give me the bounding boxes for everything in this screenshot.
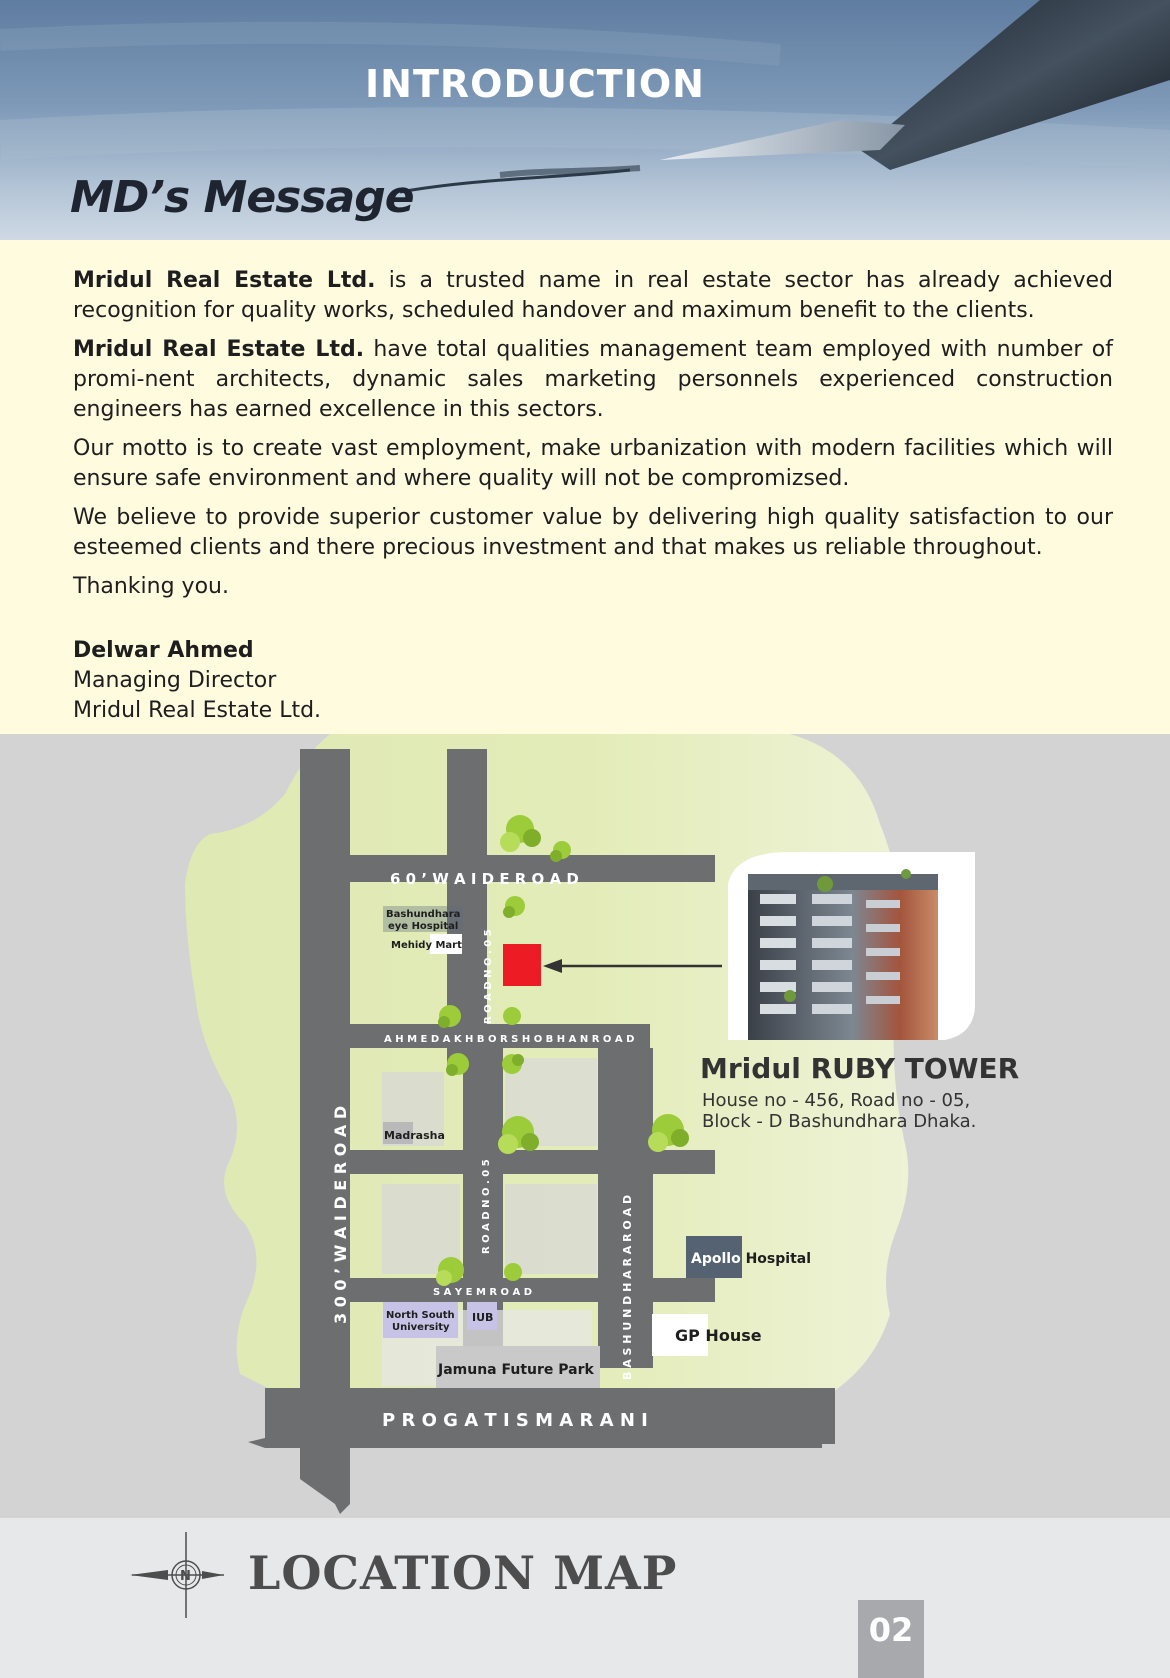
company-name: Mridul Real Estate Ltd.	[73, 337, 365, 362]
map-graphic	[0, 734, 1170, 1518]
tower-address	[702, 1090, 976, 1132]
compass-north-letter: N	[180, 1569, 191, 1584]
label-eye-hospital-2: eye Hospital	[388, 921, 459, 932]
label-apollo-hospital: Apollo Hospital	[691, 1251, 812, 1267]
label-300-waide-road: 3 0 0 ’ W A I D E R O A D	[331, 1105, 350, 1324]
tower-name: Mridul RUBY TOWER	[700, 1052, 1020, 1085]
message-body	[73, 266, 1113, 611]
signature-block	[73, 636, 321, 726]
label-nsu-2: University	[392, 1322, 450, 1333]
location-map-title: LOCATION MAP	[248, 1546, 678, 1600]
tower-location-marker	[503, 944, 541, 986]
label-eye-hospital-1: Bashundhara	[386, 909, 461, 920]
compass-icon	[128, 1530, 248, 1620]
location-map	[0, 734, 1170, 1518]
label-60-waide-road: 6 0 ’ W A I D E R O A D	[390, 870, 579, 888]
header-banner	[0, 0, 1170, 240]
paragraph-3: Our motto is to create vast employment, make urbanization with modern facilities which will ensure safe environment and where quality will not be compromizsed.	[73, 436, 1113, 491]
md-message-section	[0, 240, 1170, 734]
footer	[0, 1518, 1170, 1678]
page-number: 02	[858, 1600, 924, 1678]
label-bashundhara-road: B A S H U N D H A R A R O A D	[621, 1194, 634, 1380]
label-mehidy-mart: Mehidy Mart	[391, 940, 462, 951]
tower-photo	[728, 852, 975, 1040]
road-sayem	[350, 1278, 715, 1302]
label-iub: IUB	[472, 1311, 494, 1324]
paragraph-2-text: have total qualities management team employed with number of promi-nent architects, dynamic sales marketing personnels experienced construction engineers has earned excellence in this sectors.	[73, 337, 1113, 422]
label-road-no-05-top: R O A D N O . 0 5	[483, 929, 494, 1024]
label-nsu-1: North South	[386, 1310, 455, 1321]
paragraph-1	[73, 266, 1113, 326]
paragraph-2	[73, 335, 1113, 425]
road-cross-1	[350, 1150, 715, 1174]
paragraph-4: We believe to provide superior customer value by delivering high quality satisfaction to our esteemed clients and there precious investment and that makes us reliable throughout.	[73, 505, 1113, 560]
company-name: Mridul Real Estate Ltd.	[73, 268, 376, 293]
label-sayem-road: S A Y E M R O A D	[433, 1287, 533, 1298]
paragraph-1-text: is a trusted name in real estate sector has already achieved recognition for quality works, scheduled handover and maximum benefit to the clients.	[73, 268, 1113, 323]
md-message-title: MD’s Message	[70, 172, 414, 223]
label-progati-sarani: P R O G A T I S M A R A N I	[382, 1410, 648, 1431]
signatory-company: Mridul Real Estate Ltd.	[73, 698, 322, 723]
label-jamuna-future-park: Jamuna Future Park	[438, 1362, 594, 1378]
label-road-no-05-lower: R O A D N O . 0 5	[481, 1159, 492, 1254]
tower-address-line-1: House no - 456, Road no - 05,	[702, 1090, 971, 1111]
paragraph-5: Thanking you.	[73, 574, 229, 599]
signatory-name: Delwar Ahmed	[73, 638, 254, 663]
label-gp-house: GP House	[675, 1326, 762, 1345]
tower-address-line-2: Block - D Bashundhara Dhaka.	[702, 1111, 977, 1132]
introduction-title: INTRODUCTION	[365, 62, 705, 106]
label-ahmed-akhbor-road: A H M E D A K H B O R S H O B H A N R O A D	[384, 1034, 635, 1045]
label-madrasha: Madrasha	[384, 1129, 445, 1142]
signatory-title: Managing Director	[73, 668, 277, 693]
